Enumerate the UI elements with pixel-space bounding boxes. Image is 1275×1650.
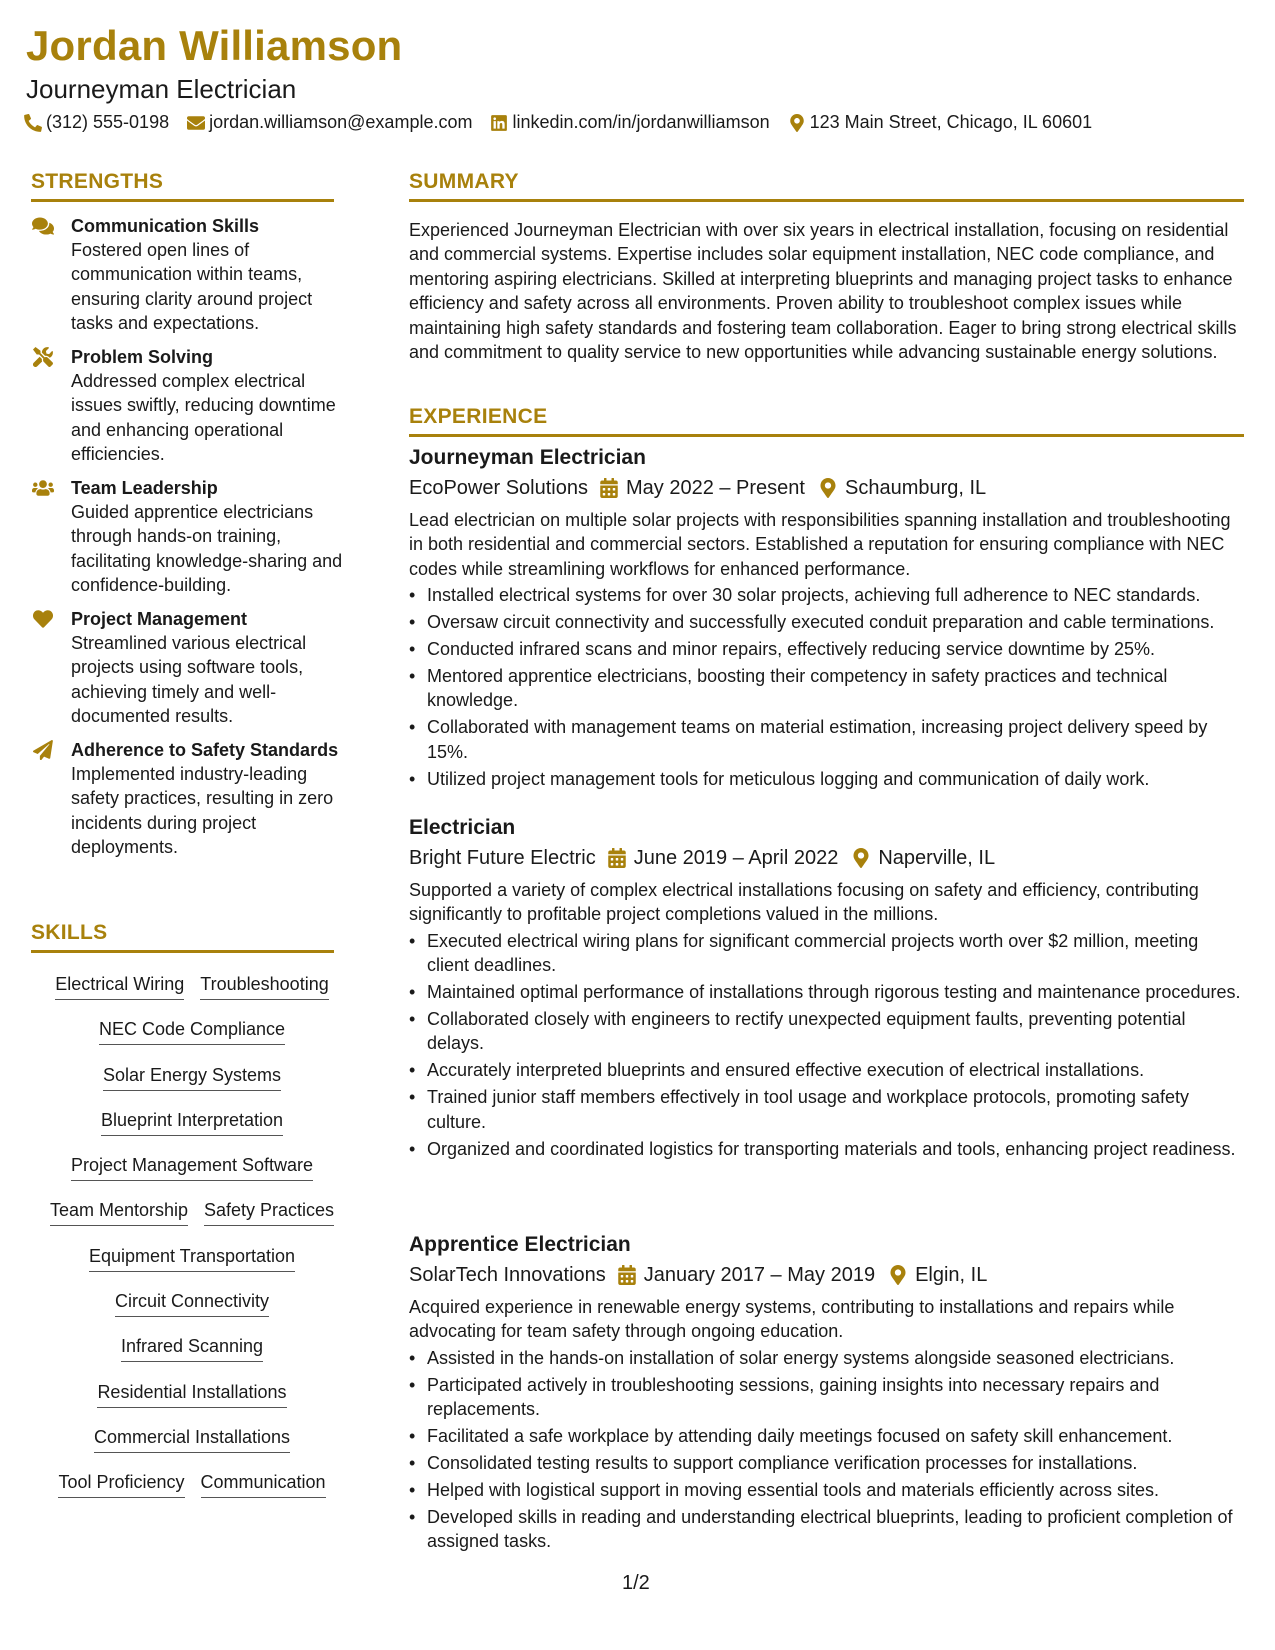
page-number: 1/2 <box>622 1572 650 1594</box>
phone-text: (312) 555-0198 <box>46 112 170 132</box>
envelope-icon <box>187 114 205 132</box>
skill-tag: Safety Practices <box>204 1198 334 1226</box>
list-item: • Accurately interpreted blueprints and ensured effective execution of electrical installations. <box>409 1058 1244 1082</box>
job-dates: January 2017 – May 2019 <box>643 1264 876 1286</box>
users-icon <box>32 478 56 498</box>
strength-title: Problem Solving <box>71 347 214 367</box>
phone-icon <box>24 114 42 132</box>
address-text: 123 Main Street, Chicago, IL 60601 <box>809 112 1093 132</box>
calendar-icon <box>618 1265 636 1285</box>
job-title: Apprentice Electrician <box>409 1233 631 1256</box>
strength-desc: Streamlined various electrical projects using software tools, achieving timely and well-documented results. <box>71 633 307 727</box>
skill-tag: Communication <box>201 1470 326 1498</box>
list-item: • Utilized project management tools for meticulous logging and communication of daily work. <box>409 767 1244 791</box>
list-item: • Mentored apprentice electricians, boosting their competency in safety practices and technical knowledge. <box>409 664 1244 713</box>
skill-tag: NEC Code Compliance <box>99 1017 285 1045</box>
map-marker-icon <box>852 848 870 868</box>
strength-item <box>32 607 352 729</box>
contact-phone <box>24 112 169 133</box>
strength-desc: Implemented industry-leading safety practices, resulting in zero incidents during project deployments. <box>71 764 334 858</box>
job-location: Naperville, IL <box>878 847 996 869</box>
summary-divider <box>409 199 1244 202</box>
strength-item <box>32 476 352 598</box>
strengths-divider <box>31 199 334 202</box>
list-item: • Collaborated with management teams on material estimation, increasing project delivery speed by 15%. <box>409 715 1244 764</box>
company-name: Bright Future Electric <box>409 847 596 869</box>
list-item: • Consolidated testing results to support compliance verification processes for installations. <box>409 1451 1244 1475</box>
job-description: Lead electrician on multiple solar projects with responsibilities spanning installation and troubleshooting in both residential and commercial sectors. Established a reputation for ensuring compliance with NEC codes while streamlining workflows for enhanced performance. <box>409 510 1231 579</box>
strength-desc: Guided apprentice electricians through hands-on training, facilitating knowledge-sharing and confidence-building. <box>71 502 343 596</box>
job-location: Elgin, IL <box>915 1264 988 1286</box>
email-link[interactable]: jordan.williamson@example.com <box>209 112 473 132</box>
list-item: • Oversaw circuit connectivity and successfully executed conduit preparation and cable terminations. <box>409 610 1244 634</box>
skill-tag: Project Management Software <box>71 1153 313 1181</box>
skill-tag: Team Mentorship <box>50 1198 188 1226</box>
candidate-name: Jordan Williamson <box>26 22 403 69</box>
skill-tag: Blueprint Interpretation <box>101 1108 283 1136</box>
contact-email[interactable] <box>187 112 472 133</box>
paper-plane-icon <box>32 740 56 760</box>
job-title: Electrician <box>409 816 516 839</box>
contact-linkedin[interactable] <box>490 112 769 133</box>
strength-title: Adherence to Safety Standards <box>71 740 339 760</box>
job-location: Schaumburg, IL <box>844 477 987 499</box>
strength-item <box>32 345 352 467</box>
list-item: • Conducted infrared scans and minor repairs, effectively reducing service downtime by 25%. <box>409 637 1244 661</box>
linkedin-icon <box>490 114 508 132</box>
list-item: • Executed electrical wiring plans for significant commercial projects worth over $2 million, meeting client deadlines. <box>409 929 1244 978</box>
skill-tag: Electrical Wiring <box>55 972 184 1000</box>
list-item: • Maintained optimal performance of installations through rigorous testing and maintenance procedures. <box>409 980 1244 1004</box>
list-item: • Installed electrical systems for over 30 solar projects, achieving full adherence to NEC standards. <box>409 583 1244 607</box>
job-bullets <box>409 1346 1244 1554</box>
skills-list <box>32 972 352 1516</box>
job-description: Supported a variety of complex electrical installations focusing on safety and efficiency, contributing significantly to profitable project completions valued in the millions. <box>409 880 1199 925</box>
experience-heading: EXPERIENCE <box>409 405 548 428</box>
comments-icon <box>32 216 56 236</box>
job-description: Acquired experience in renewable energy systems, contributing to installations and repairs while advocating for team safety through ongoing education. <box>409 1297 1175 1342</box>
job-meta <box>409 844 1244 872</box>
job-bullets <box>409 583 1244 791</box>
strength-desc: Fostered open lines of communication within teams, ensuring clarity around project tasks and expectations. <box>71 240 313 334</box>
list-item: • Facilitated a safe workplace by attending daily meetings focused on safety skill enhancement. <box>409 1424 1244 1448</box>
strengths-heading: STRENGTHS <box>31 170 164 193</box>
skill-tag: Infrared Scanning <box>121 1334 263 1362</box>
skill-tag: Commercial Installations <box>94 1425 290 1453</box>
skill-tag: Residential Installations <box>97 1380 286 1408</box>
skill-tag: Troubleshooting <box>200 972 328 1000</box>
experience-entry <box>409 444 1244 793</box>
list-item: • Collaborated closely with engineers to rectify unexpected equipment faults, preventing potential delays. <box>409 1007 1244 1056</box>
contact-address <box>788 112 1093 133</box>
skills-heading: SKILLS <box>31 921 108 944</box>
strength-title: Project Management <box>71 609 248 629</box>
job-title-headline: Journeyman Electrician <box>26 74 297 104</box>
map-marker-icon <box>788 114 806 132</box>
job-dates: June 2019 – April 2022 <box>633 847 839 869</box>
skill-tag: Equipment Transportation <box>89 1244 295 1272</box>
list-item: • Trained junior staff members effectively in tool usage and workplace protocols, promoting safety culture. <box>409 1085 1244 1134</box>
company-name: SolarTech Innovations <box>409 1264 606 1286</box>
skill-tag: Circuit Connectivity <box>115 1289 269 1317</box>
experience-divider <box>409 434 1244 437</box>
list-item: • Assisted in the hands-on installation of solar energy systems alongside seasoned electricians. <box>409 1346 1244 1370</box>
job-meta <box>409 474 1244 502</box>
contact-bar <box>24 112 1110 133</box>
skill-tag: Tool Proficiency <box>58 1470 184 1498</box>
strength-item <box>32 214 352 336</box>
linkedin-link[interactable]: linkedin.com/in/jordanwilliamson <box>512 112 770 132</box>
list-item: • Participated actively in troubleshooting sessions, gaining insights into necessary repairs and replacements. <box>409 1373 1244 1422</box>
strength-desc: Addressed complex electrical issues swiftly, reducing downtime and enhancing operational efficiencies. <box>71 371 336 465</box>
skill-tag: Solar Energy Systems <box>103 1063 281 1091</box>
skills-divider <box>31 950 334 953</box>
company-name: EcoPower Solutions <box>409 477 588 499</box>
heart-icon <box>32 609 56 629</box>
map-marker-icon <box>819 478 837 498</box>
summary-text: Experienced Journeyman Electrician with over six years in electrical installation, focusing on residential and commercial systems. Expertise includes solar equipment installation, NEC code compliance, and mentoring aspiring electricians. Skilled at interpreting blueprints and managing project tasks to enhance efficiency and safety across all environments. Proven ability to troubleshoot complex issues while maintaining high safety standards and fostering team collaboration. Eager to bring strong electrical skills and commitment to quality service to new opportunities while advancing sustainable energy solutions. <box>409 220 1237 363</box>
calendar-icon <box>608 848 626 868</box>
tools-icon <box>32 347 56 367</box>
job-bullets <box>409 929 1244 1161</box>
map-marker-icon <box>889 1265 907 1285</box>
calendar-icon <box>600 478 618 498</box>
experience-entry <box>409 814 1244 1163</box>
strength-item <box>32 738 352 860</box>
strength-title: Communication Skills <box>71 216 260 236</box>
job-title: Journeyman Electrician <box>409 446 646 469</box>
experience-entry <box>409 1231 1244 1556</box>
list-item: • Helped with logistical support in moving essential tools and materials efficiently across sites. <box>409 1478 1244 1502</box>
list-item: • Developed skills in reading and understanding electrical blueprints, leading to proficient completion of assigned tasks. <box>409 1505 1244 1554</box>
list-item: • Organized and coordinated logistics for transporting materials and tools, enhancing project readiness. <box>409 1137 1244 1161</box>
strength-title: Team Leadership <box>71 478 218 498</box>
job-meta <box>409 1261 1244 1289</box>
job-dates: May 2022 – Present <box>625 477 805 499</box>
summary-heading: SUMMARY <box>409 170 519 193</box>
